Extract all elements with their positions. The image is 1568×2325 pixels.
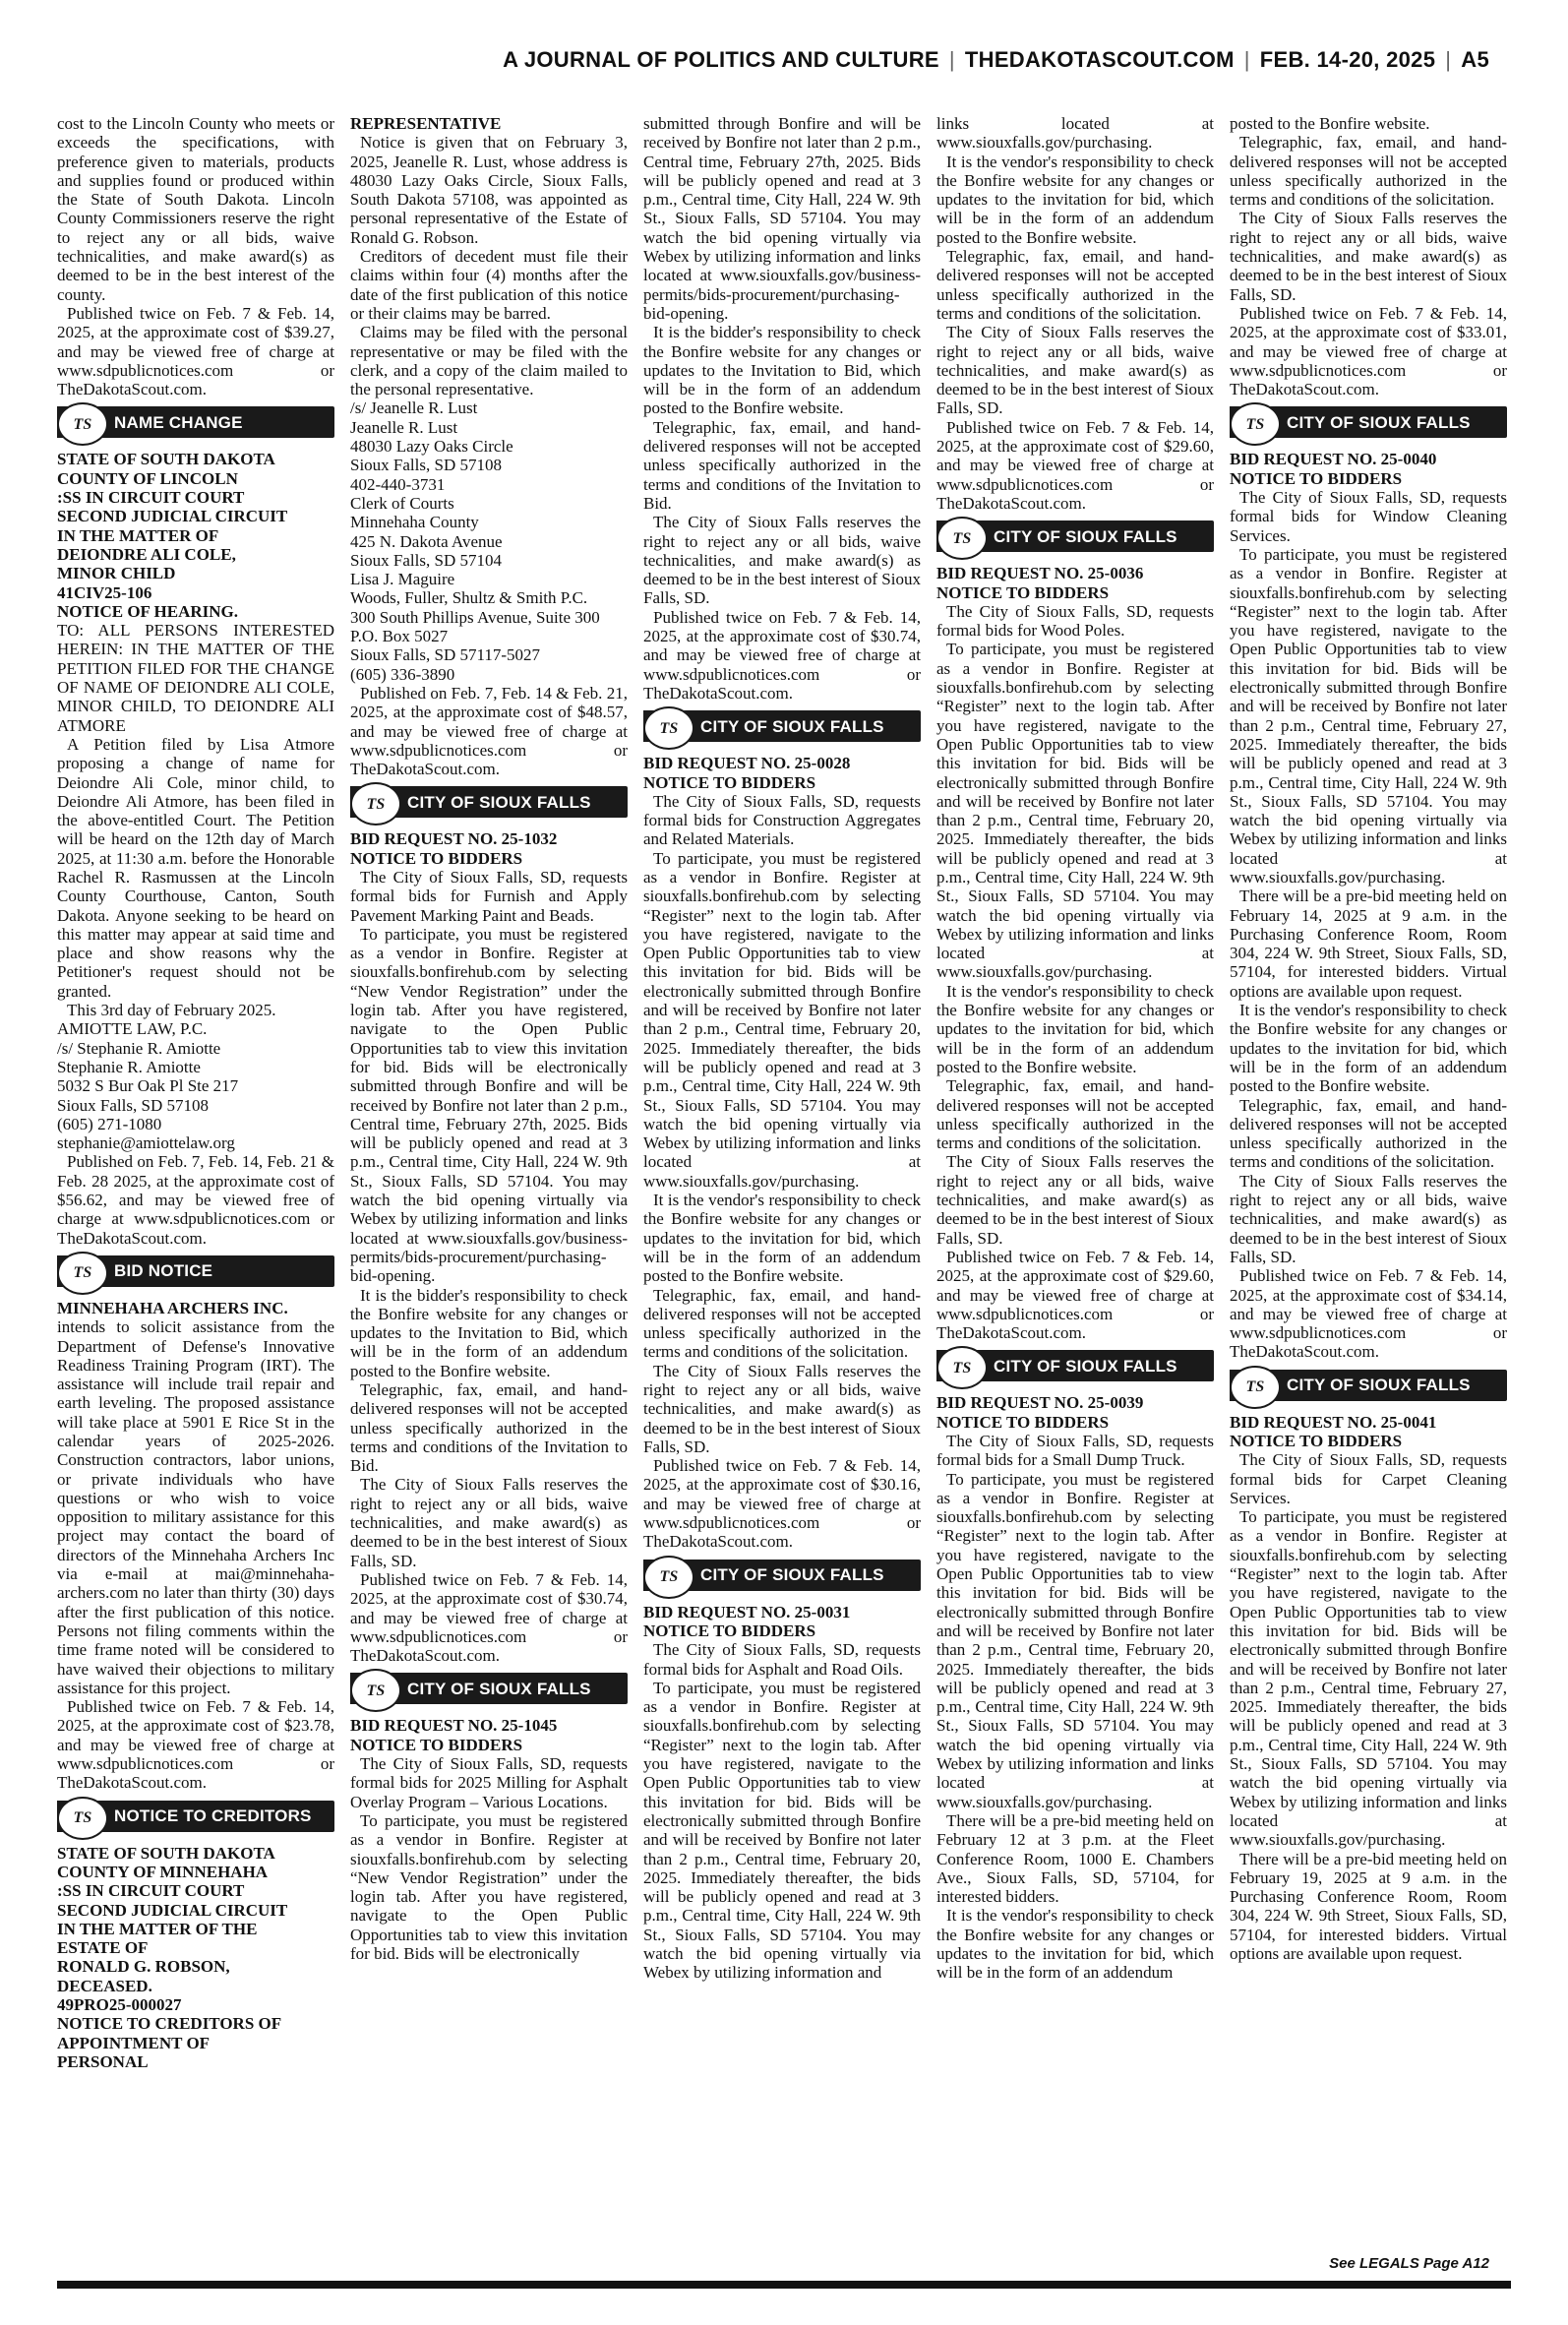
header-separator: | xyxy=(1445,47,1452,72)
publication-note: Published twice on Feb. 7 & Feb. 14, 2025, at the approximate cost of $39.27, and may be viewed free of charge at www.sdpublicnotices.com or TheDakotaScout.com. xyxy=(57,303,334,399)
notice-heading: BID REQUEST NO. 25-0036 xyxy=(936,564,1144,583)
notice-heading: BID REQUEST NO. 25-1032 xyxy=(350,829,558,849)
notice-paragraph: posted to the Bonfire website. xyxy=(1230,114,1430,133)
notice-paragraph: It is the vendor's responsibility to check the Bonfire website for any changes or updates to the invitation for bid, which will be in the form of an addendum posted to the Bonfire website. xyxy=(1230,1001,1507,1096)
section-banner xyxy=(57,1255,334,1287)
notice-heading: COUNTY OF LINCOLN xyxy=(57,468,238,488)
notice-heading: NOTICE OF HEARING. xyxy=(57,601,239,621)
notice-paragraph: Telegraphic, fax, email, and hand-delivered responses will not be accepted unless specifically authorized in the terms and conditions of the solicitation. xyxy=(936,1076,1214,1153)
notice-heading: MINOR CHILD xyxy=(57,564,176,583)
publication-note: Published twice on Feb. 7 & Feb. 14, 2025, at the approximate cost of $29.60, and may be viewed free of charge at www.sdpublicnotices.com or TheDakotaScout.com. xyxy=(936,417,1214,513)
notice-heading: 49PRO25-000027 xyxy=(57,1995,182,2015)
notice-heading: NOTICE TO BIDDERS xyxy=(643,1621,816,1640)
notice-heading: SECOND JUDICIAL CIRCUIT xyxy=(57,507,288,526)
scout-logo-icon: TS xyxy=(350,1669,401,1712)
continued-reference: See LEGALS Page A12 xyxy=(1329,2255,1489,2272)
notice-paragraph: links located at www.siouxfalls.gov/purchasing. xyxy=(936,114,1214,153)
scout-logo-icon: TS xyxy=(643,1556,694,1599)
section-banner xyxy=(643,1560,921,1591)
notice-heading: DECEASED. xyxy=(57,1976,152,1995)
notice-paragraph: The City of Sioux Falls, SD, requests formal bids for Window Cleaning Services. xyxy=(1230,488,1507,545)
banner-label: CITY OF SIOUX FALLS xyxy=(700,1565,884,1585)
banner-label: CITY OF SIOUX FALLS xyxy=(700,716,884,736)
notice-heading: 41CIV25-106 xyxy=(57,582,152,602)
notice-paragraph: Telegraphic, fax, email, and hand-delivered responses will not be accepted unless specifically authorized in the terms and conditions of the solicitation. xyxy=(643,1285,921,1362)
notice-heading: IN THE MATTER OF xyxy=(57,525,219,545)
notice-paragraph: The City of Sioux Falls reserves the right to reject any or all bids, waive technicalities, and make award(s) as deemed to be in the best interest of Sioux Falls, SD. xyxy=(936,323,1214,418)
notice-paragraph: Telegraphic, fax, email, and hand-delivered responses will not be accepted unless specifically authorized in the terms and conditions of the Invitation to Bid. xyxy=(350,1380,628,1476)
column-5 xyxy=(1230,114,1507,2281)
email-link[interactable]: stephanie@amiottelaw.org xyxy=(57,1133,235,1153)
notice-heading: BID REQUEST NO. 25-1045 xyxy=(350,1716,558,1736)
notice-paragraph: Telegraphic, fax, email, and hand-delivered responses will not be accepted unless specifically authorized in the terms and conditions of the solicitation. xyxy=(1230,133,1507,210)
banner-label: CITY OF SIOUX FALLS xyxy=(1287,412,1471,432)
notice-paragraph: Creditors of decedent must file their claims within four (4) months after the date of the first publication of this notice or their claims may be barred. xyxy=(350,247,628,323)
signature-line: (605) 336-3890 xyxy=(350,664,455,684)
signature-line: 300 South Phillips Avenue, Suite 300 xyxy=(350,607,600,627)
notice-heading: MINNEHAHA ARCHERS INC. xyxy=(57,1298,288,1317)
journal-tagline: A JOURNAL OF POLITICS AND CULTURE xyxy=(503,47,939,72)
scout-logo-icon: TS xyxy=(57,1252,108,1295)
notice-paragraph: To participate, you must be registered as a vendor in Bonfire. Register at siouxfalls.bonfirehub.com by selecting “New Vendor Registration” under the login tab. After you have registered, navigate to the Open Public Opportunities tab to view this invitation for bid. Bids will be electronically submitted through Bonfire and will be received by Bonfire not later than 2 p.m., Central time, February 27th, 2025. Bids will be publicly opened and read at 3 p.m., Central time, City Hall, 224 W. 9th St., Sioux Falls, SD 57104. You may watch the bid opening virtually via Webex by utilizing information and links located at www.siouxfalls.gov/business-permits/bids-procurement/purchasing-bid-opening. xyxy=(350,924,628,1286)
section-banner xyxy=(1230,1370,1507,1401)
notice-paragraph: Telegraphic, fax, email, and hand-delivered responses will not be accepted unless specifically authorized in the terms and conditions of the Invitation to Bid. xyxy=(643,417,921,513)
notice-heading: NOTICE TO CREDITORS OF xyxy=(57,2014,282,2034)
notice-paragraph: This 3rd day of February 2025. xyxy=(67,1001,276,1020)
notice-heading: NOTICE TO BIDDERS xyxy=(936,582,1110,602)
scout-logo-icon: TS xyxy=(1230,402,1281,446)
notice-paragraph: There will be a pre-bid meeting held on February 12 at 3 p.m. at the Fleet Conference Room, 1000 E. Chambers Ave., Sioux Falls, SD, 57104, for interested bidders. xyxy=(936,1810,1214,1907)
publication-note: Published twice on Feb. 7 & Feb. 14, 2025, at the approximate cost of $33.01, and may be viewed free of charge at www.sdpublicnotices.com or TheDakotaScout.com. xyxy=(1230,303,1507,399)
signature-line: Lisa J. Maguire xyxy=(350,570,455,589)
banner-label: CITY OF SIOUX FALLS xyxy=(407,1679,591,1698)
signature-line: Minnehaha County xyxy=(350,513,479,532)
scout-logo-icon: TS xyxy=(936,1346,988,1389)
notice-heading: STATE OF SOUTH DAKOTA xyxy=(57,450,275,469)
notice-paragraph: The City of Sioux Falls reserves the right to reject any or all bids, waive technicalities, and make award(s) as deemed to be in the best interest of Sioux Falls, SD. xyxy=(1230,209,1507,304)
notice-paragraph: TO: ALL PERSONS INTERESTED HEREIN: IN THE MATTER OF THE PETITION FILED FOR THE CHANGE OF NAME OF DEIONDRE ALI COLE, MINOR CHILD, TO DEIONDRE ALI ATMORE xyxy=(57,621,334,735)
publication-note: Published on Feb. 7, Feb. 14 & Feb. 21, 2025, at the approximate cost of $48.57, and may be viewed free of charge at www.sdpublicnotices.com or TheDakotaScout.com. xyxy=(350,683,628,779)
notice-paragraph: The City of Sioux Falls, SD, requests formal bids for 2025 Milling for Asphalt Overlay Program – Various Locations. xyxy=(350,1754,628,1811)
bottom-rule xyxy=(57,2281,1511,2289)
notice-heading: SECOND JUDICIAL CIRCUIT xyxy=(57,1900,288,1920)
notice-paragraph: It is the vendor's responsibility to check the Bonfire website for any changes or updates to the invitation for bid, which will be in the form of an addendum posted to the Bonfire website. xyxy=(643,1191,921,1286)
notice-paragraph: intends to solicit assistance from the Department of Defense's Innovative Readiness Training Program (IRT). The assistance will include trail repair and earth leveling. The proposed assistance will take place at 5901 E Rice St in the calendar years of 2025-2026. Construction contractors, labor unions, or private individuals who have questions or who wish to voice opposition to military assistance for this project may contact the board of directors of the Minnehaha Archers Inc via e-mail at mai@minnehaha-archers.com no later than thirty (30) days after the first publication of this notice. Persons not filing comments within the time frame noted will be considered to have waived their objections to military assistance for this project. xyxy=(57,1317,334,1697)
notice-heading: RONALD G. ROBSON, xyxy=(57,1957,230,1977)
notice-heading: BID REQUEST NO. 25-0041 xyxy=(1230,1412,1437,1432)
notice-heading: NOTICE TO BIDDERS xyxy=(1230,468,1403,488)
notice-paragraph: The City of Sioux Falls reserves the right to reject any or all bids, waive technicalities, and make award(s) as deemed to be in the best interest of Sioux Falls, SD. xyxy=(1230,1171,1507,1266)
notice-paragraph: cost to the Lincoln County who meets or exceeds the specifications, with preference given to materials, products and supplies found or produced within the State of South Dakota. Lincoln County Commissioners reserve the right to reject any or all bids, waive technicalities, and make award(s) as deemed to be in the best interest of the county. xyxy=(57,114,334,304)
notice-paragraph: Telegraphic, fax, email, and hand-delivered responses will not be accepted unless specifically authorized in the terms and conditions of the solicitation. xyxy=(936,247,1214,323)
banner-label: BID NOTICE xyxy=(114,1261,213,1281)
notice-paragraph: There will be a pre-bid meeting held on February 14, 2025 at 9 a.m. in the Purchasing Conference Room, Room 304, 224 W. 9th Street, Sioux Falls, SD, 57104, for interested bidders. Virtual options are available upon request. xyxy=(1230,887,1507,1001)
notice-paragraph: The City of Sioux Falls, SD, requests formal bids for a Small Dump Truck. xyxy=(936,1432,1214,1470)
section-banner xyxy=(936,1350,1214,1381)
signature-line: P.O. Box 5027 xyxy=(350,627,449,646)
banner-label: NAME CHANGE xyxy=(114,412,243,432)
notice-paragraph: To participate, you must be registered as a vendor in Bonfire. Register at siouxfalls.bonfirehub.com by selecting “Register” next to the login tab. After you have registered, navigate to the Open Public Opportunities tab to view this invitation for bid. Bids will be electronically submitted through Bonfire and will be received by Bonfire not later than 2 p.m., Central time, February 27, 2025. Immediately thereafter, the bids will be publicly opened and read at 3 p.m., Central time, City Hall, 224 W. 9th St., Sioux Falls, SD 57104. You may watch the bid opening virtually via Webex by utilizing information and links located at www.siouxfalls.gov/purchasing. xyxy=(1230,1507,1507,1850)
banner-label: CITY OF SIOUX FALLS xyxy=(1287,1376,1471,1395)
notice-paragraph: The City of Sioux Falls, SD, requests formal bids for Furnish and Apply Pavement Marking Paint and Beads. xyxy=(350,867,628,925)
page-number: A5 xyxy=(1461,47,1489,72)
publication-note: Published twice on Feb. 7 & Feb. 14, 2025, at the approximate cost of $30.74, and may be viewed free of charge at www.sdpublicnotices.com or TheDakotaScout.com. xyxy=(643,607,921,703)
notice-paragraph: To participate, you must be registered as a vendor in Bonfire. Register at siouxfalls.bonfirehub.com by selecting “Register” next to the login tab. After you have registered, navigate to the Open Public Opportunities tab to view this invitation for bid. Bids will be electronically submitted through Bonfire and will be received by Bonfire not later than 2 p.m., Central time, February 20, 2025. Immediately thereafter, the bids will be publicly opened and read at 3 p.m., Central time, City Hall, 224 W. 9th St., Sioux Falls, SD 57104. You may watch the bid opening virtually via Webex by utilizing information and xyxy=(643,1678,921,1983)
banner-label: CITY OF SIOUX FALLS xyxy=(994,1356,1177,1376)
column-1 xyxy=(57,114,334,2281)
notice-heading: BID REQUEST NO. 25-0031 xyxy=(643,1602,851,1621)
banner-label: CITY OF SIOUX FALLS xyxy=(994,526,1177,546)
notice-paragraph: It is the vendor's responsibility to check the Bonfire website for any changes or updates to the invitation for bid, which will be in the form of an addendum xyxy=(936,1906,1214,1983)
notice-paragraph: To participate, you must be registered as a vendor in Bonfire. Register at siouxfalls.bonfirehub.com by selecting “Register” next to the login tab. After you have registered, navigate to the Open Public Opportunities tab to view this invitation for bid. Bids will be electronically submitted through Bonfire and will be received by Bonfire not later than 2 p.m., Central time, February 20, 2025. Immediately thereafter, the bids will be publicly opened and read at 3 p.m., Central time, City Hall, 224 W. 9th St., Sioux Falls, SD 57104. You may watch the bid opening virtually via Webex by utilizing information and links located at www.siouxfalls.gov/purchasing. xyxy=(643,848,921,1191)
signature-line: Jeanelle R. Lust xyxy=(350,417,458,437)
notice-heading: BID REQUEST NO. 25-0040 xyxy=(1230,450,1437,469)
notice-paragraph: It is the bidder's responsibility to check the Bonfire website for any changes or updates to the Invitation to Bid, which will be in the form of an addendum posted to the Bonfire website. xyxy=(350,1285,628,1380)
scout-logo-icon: TS xyxy=(350,782,401,826)
notice-heading: NOTICE TO BIDDERS xyxy=(350,1735,523,1754)
section-banner xyxy=(643,710,921,742)
notice-paragraph: The City of Sioux Falls reserves the right to reject any or all bids, waive technicalities, and make award(s) as deemed to be in the best interest of Sioux Falls, SD. xyxy=(350,1475,628,1570)
publication-note: Published twice on Feb. 7 & Feb. 14, 2025, at the approximate cost of $29.60, and may be viewed free of charge at www.sdpublicnotices.com or TheDakotaScout.com. xyxy=(936,1247,1214,1343)
notice-paragraph: The City of Sioux Falls, SD, requests formal bids for Wood Poles. xyxy=(936,601,1214,641)
scout-logo-icon: TS xyxy=(643,706,694,750)
notice-heading: REPRESENTATIVE xyxy=(350,114,502,133)
signature-line: Clerk of Courts xyxy=(350,493,454,513)
notice-heading: NOTICE TO BIDDERS xyxy=(1230,1432,1403,1450)
notice-paragraph: Claims may be filed with the personal representative or may be filed with the clerk, and a copy of the claim mailed to the personal representative. xyxy=(350,323,628,399)
notice-paragraph: submitted through Bonfire and will be received by Bonfire not later than 2 p.m., Central time, February 27th, 2025. Bids will be publicly opened and read at 3 p.m., Central time, City Hall, 224 W. 9th St., Sioux Falls, SD 57104. You may watch the bid opening virtually via Webex by utilizing information and links located at www.siouxfalls.gov/business-permits/bids-procurement/purchasing-bid-opening. xyxy=(643,114,921,323)
banner-label: CITY OF SIOUX FALLS xyxy=(407,792,591,812)
notice-paragraph: The City of Sioux Falls reserves the right to reject any or all bids, waive technicalities, and make award(s) as deemed to be in the best interest of Sioux Falls, SD. xyxy=(643,1361,921,1456)
notice-heading: DEIONDRE ALI COLE, xyxy=(57,544,236,564)
notice-heading: BID REQUEST NO. 25-0039 xyxy=(936,1393,1144,1413)
notice-heading: COUNTY OF MINNEHAHA xyxy=(57,1862,269,1881)
issue-date: FEB. 14-20, 2025 xyxy=(1259,47,1436,72)
signature-line: AMIOTTE LAW, P.C. xyxy=(57,1019,208,1039)
banner-label: NOTICE TO CREDITORS xyxy=(114,1805,312,1825)
notice-paragraph: The City of Sioux Falls, SD, requests formal bids for Asphalt and Road Oils. xyxy=(643,1640,921,1679)
publication-note: Published twice on Feb. 7 & Feb. 14, 2025, at the approximate cost of $34.14, and may be viewed free of charge at www.sdpublicnotices.com or TheDakotaScout.com. xyxy=(1230,1266,1507,1362)
section-banner xyxy=(350,1673,628,1704)
notice-paragraph: The City of Sioux Falls, SD, requests formal bids for Carpet Cleaning Services. xyxy=(1230,1450,1507,1507)
notice-paragraph: To participate, you must be registered as a vendor in Bonfire. Register at siouxfalls.bonfirehub.com by selecting “New Vendor Registration” under the login tab. After you have registered, navigate to the Open Public Opportunities tab to view this invitation for bid. Bids will be electronically xyxy=(350,1810,628,1964)
notice-paragraph: There will be a pre-bid meeting held on February 19, 2025 at 9 a.m. in the Purchasing Conference Room, Room 304, 224 W. 9th Street, Sioux Falls, SD, 57104, for interested bidders. Virtual options are available upon request. xyxy=(1230,1849,1507,1964)
signature-line: Sioux Falls, SD 57117-5027 xyxy=(350,645,541,665)
site-url[interactable]: THEDAKOTASCOUT.COM xyxy=(964,47,1235,72)
notice-paragraph: The City of Sioux Falls reserves the right to reject any or all bids, waive technicalities, and make award(s) as deemed to be in the best interest of Sioux Falls, SD. xyxy=(936,1152,1214,1248)
notice-heading: STATE OF SOUTH DAKOTA xyxy=(57,1843,275,1863)
signature-line: /s/ Stephanie R. Amiotte xyxy=(57,1038,221,1058)
header-separator: | xyxy=(1243,47,1250,72)
notice-paragraph: A Petition filed by Lisa Atmore proposing a change of name for Deiondre Ali Cole, minor child, to Deiondre Ali Atmore, has been filed in the above-entitled Court. The Petition will be heard on the 12th day of March 2025, at 11:30 a.m. before the Honorable Rachel R. Rasmussen at the Lincoln County Courthouse, Canton, South Dakota. Anyone seeking to be heard on this matter may appear at said time and place and show reasons why the Petitioner's request should not be granted. xyxy=(57,734,334,1001)
notice-heading: :SS IN CIRCUIT COURT xyxy=(57,1881,245,1901)
signature-line: Stephanie R. Amiotte xyxy=(57,1057,201,1076)
notice-heading: PERSONAL xyxy=(57,2051,149,2071)
section-banner xyxy=(57,1801,334,1832)
notice-heading: IN THE MATTER OF THE xyxy=(57,1919,258,1938)
section-banner xyxy=(57,406,334,438)
notice-paragraph: To participate, you must be registered as a vendor in Bonfire. Register at siouxfalls.bonfirehub.com by selecting “Register” next to the login tab. After you have registered, navigate to the Open Public Opportunities tab to view this invitation for bid. Bids will be electronically submitted through Bonfire and will be received by Bonfire not later than 2 p.m., Central time, February 27, 2025. Immediately thereafter, the bids will be publicly opened and read at 3 p.m., Central time, City Hall, 224 W. 9th St., Sioux Falls, SD 57104. You may watch the bid opening virtually via Webex by utilizing information and links located at www.siouxfalls.gov/purchasing. xyxy=(1230,544,1507,887)
section-banner xyxy=(1230,406,1507,438)
notice-paragraph: Telegraphic, fax, email, and hand-delivered responses will not be accepted unless specifically authorized in the terms and conditions of the solicitation. xyxy=(1230,1095,1507,1172)
notice-paragraph: The City of Sioux Falls, SD, requests formal bids for Construction Aggregates and Related Materials. xyxy=(643,791,921,849)
signature-line: 425 N. Dakota Avenue xyxy=(350,531,503,551)
notice-heading: NOTICE TO BIDDERS xyxy=(350,848,523,868)
signature-line: /s/ Jeanelle R. Lust xyxy=(350,398,478,418)
signature-line: Sioux Falls, SD 57108 xyxy=(350,456,502,475)
scout-logo-icon: TS xyxy=(936,517,988,560)
notice-heading: ESTATE OF xyxy=(57,1938,149,1958)
publication-note: Published twice on Feb. 7 & Feb. 14, 2025, at the approximate cost of $30.16, and may be viewed free of charge at www.sdpublicnotices.com or TheDakotaScout.com. xyxy=(643,1456,921,1552)
running-header xyxy=(79,47,1489,73)
signature-line: Sioux Falls, SD 57108 xyxy=(57,1095,209,1115)
signature-line: 5032 S Bur Oak Pl Ste 217 xyxy=(57,1076,239,1096)
notice-heading: BID REQUEST NO. 25-0028 xyxy=(643,754,851,773)
signature-line: (605) 271-1080 xyxy=(57,1114,162,1133)
scout-logo-icon: TS xyxy=(1230,1366,1281,1409)
notice-paragraph: To participate, you must be registered as a vendor in Bonfire. Register at siouxfalls.bonfirehub.com by selecting “Register” next to the login tab. After you have registered, navigate to the Open Public Opportunities tab to view this invitation for bid. Bids will be electronically submitted through Bonfire and will be received by Bonfire not later than 2 p.m., Central time, February 20, 2025. Immediately thereafter, the bids will be publicly opened and read at 3 p.m., Central time, City Hall, 224 W. 9th St., Sioux Falls, SD 57104. You may watch the bid opening virtually via Webex by utilizing information and links located at www.siouxfalls.gov/purchasing. xyxy=(936,1469,1214,1811)
scout-logo-icon: TS xyxy=(57,402,108,446)
signature-line: 402-440-3731 xyxy=(350,474,446,494)
publication-note: Published on Feb. 7, Feb. 14, Feb. 21 & Feb. 28 2025, at the approximate cost of $56.62, and may be viewed free of charge at www.sdpublicnotices.com or TheDakotaScout.com. xyxy=(57,1152,334,1248)
notice-heading: NOTICE TO BIDDERS xyxy=(936,1412,1110,1432)
notice-paragraph: It is the bidder's responsibility to check the Bonfire website for any changes or updates to the Invitation to Bid, which will be in the form of an addendum posted to the Bonfire website. xyxy=(643,323,921,418)
column-3 xyxy=(643,114,921,2281)
notice-paragraph: It is the vendor's responsibility to check the Bonfire website for any changes or updates to the invitation for bid, which will be in the form of an addendum posted to the Bonfire website. xyxy=(936,981,1214,1076)
legal-notices-columns xyxy=(57,114,1509,2281)
notice-paragraph: Notice is given that on February 3, 2025, Jeanelle R. Lust, whose address is 48030 Lazy Oaks Circle, Sioux Falls, South Dakota 57108, was appointed as personal representative of the Estate of Ronald G. Robson. xyxy=(350,133,628,247)
header-separator: | xyxy=(948,47,955,72)
notice-heading: NOTICE TO BIDDERS xyxy=(643,772,816,792)
column-2 xyxy=(350,114,628,2281)
publication-note: Published twice on Feb. 7 & Feb. 14, 2025, at the approximate cost of $23.78, and may be viewed free of charge at www.sdpublicnotices.com or TheDakotaScout.com. xyxy=(57,1697,334,1793)
signature-line: 48030 Lazy Oaks Circle xyxy=(350,437,513,457)
notice-paragraph: It is the vendor's responsibility to check the Bonfire website for any changes or updates to the invitation for bid, which will be in the form of an addendum posted to the Bonfire website. xyxy=(936,152,1214,247)
section-banner xyxy=(350,786,628,818)
notice-heading: APPOINTMENT OF xyxy=(57,2033,211,2052)
publication-note: Published twice on Feb. 7 & Feb. 14, 2025, at the approximate cost of $30.74, and may be viewed free of charge at www.sdpublicnotices.com or TheDakotaScout.com. xyxy=(350,1569,628,1666)
signature-line: Sioux Falls, SD 57104 xyxy=(350,550,502,570)
section-banner xyxy=(936,520,1214,552)
scout-logo-icon: TS xyxy=(57,1797,108,1840)
signature-line: Woods, Fuller, Shultz & Smith P.C. xyxy=(350,588,588,608)
notice-paragraph: To participate, you must be registered as a vendor in Bonfire. Register at siouxfalls.bonfirehub.com by selecting “Register” next to the login tab. After you have registered, navigate to the Open Public Opportunities tab to view this invitation for bid. Bids will be electronically submitted through Bonfire and will be received by Bonfire not later than 2 p.m., Central time, February 20, 2025. Immediately thereafter, the bids will be publicly opened and read at 3 p.m., Central time, City Hall, 224 W. 9th St., Sioux Falls, SD 57104. You may watch the bid opening virtually via Webex by utilizing information and links located at www.siouxfalls.gov/purchasing. xyxy=(936,640,1214,982)
column-4 xyxy=(936,114,1214,2281)
notice-heading: :SS IN CIRCUIT COURT xyxy=(57,488,245,508)
notice-paragraph: The City of Sioux Falls reserves the right to reject any or all bids, waive technicalities, and make award(s) as deemed to be in the best interest of Sioux Falls, SD. xyxy=(643,513,921,608)
